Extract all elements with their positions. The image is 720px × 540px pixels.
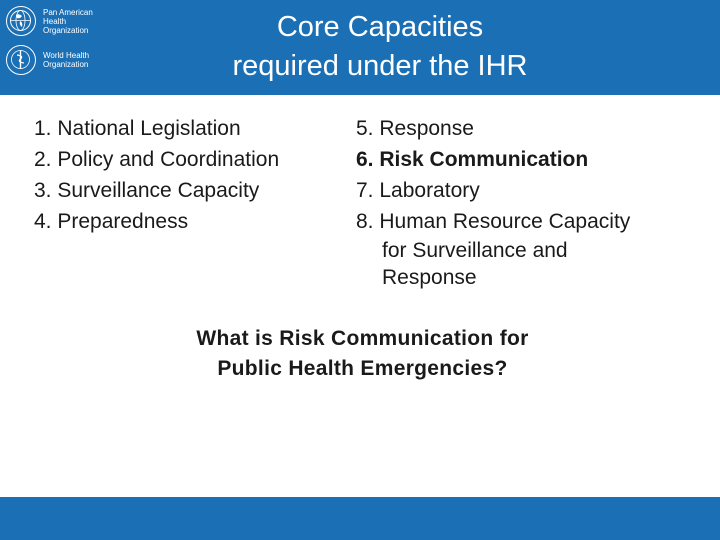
slide-title: Core Capacities required under the IHR (232, 11, 528, 82)
who-emblem-icon (6, 45, 36, 75)
paho-logo (6, 6, 93, 36)
who-logo-text: World Health Organization (43, 51, 90, 69)
list-item: 8. Human Resource Capacity for Surveillance and Response (356, 210, 631, 289)
capacities-list-right (356, 113, 630, 291)
globe-icon (6, 6, 36, 36)
list-item: 3. Surveillance Capacity (34, 179, 260, 202)
paho-logo-text: Pan American Health Organization (43, 7, 93, 35)
list-item: 1. National Legislation (34, 117, 241, 140)
list-item-highlighted: 6. Risk Communication (356, 148, 589, 171)
list-item: 4. Preparedness (34, 210, 189, 233)
key-question: What is Risk Communication for Public Health Emergencies? (196, 327, 529, 380)
list-item: 2. Policy and Coordination (34, 148, 280, 171)
footer-bar (0, 497, 720, 540)
who-logo (6, 45, 89, 75)
list-item: 5. Response (356, 117, 474, 140)
capacities-list-left (34, 113, 279, 237)
header-bar (0, 0, 720, 95)
list-item: 7. Laboratory (356, 179, 480, 202)
